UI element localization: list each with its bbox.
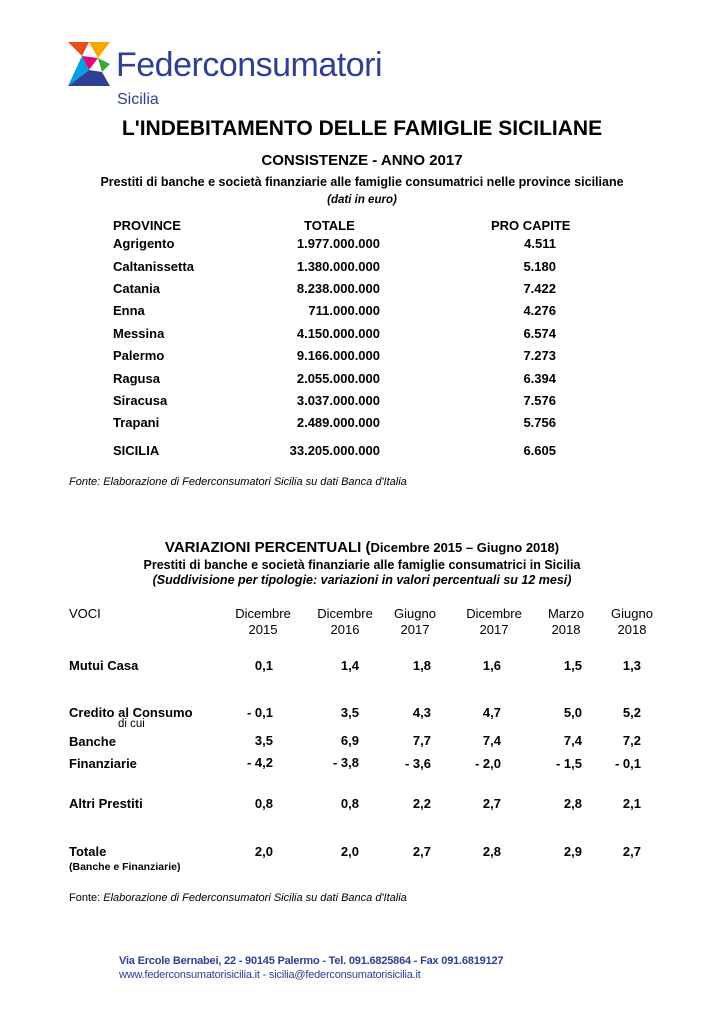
- province-pro-capite: 7.422: [523, 281, 556, 296]
- province-totale: 4.150.000.000: [296, 326, 380, 341]
- header-pro-capite: PRO CAPITE: [491, 218, 571, 233]
- voce-value: 2,0: [254, 844, 273, 859]
- voce-value: 1,4: [340, 658, 359, 673]
- header-province: PROVINCE: [113, 218, 181, 233]
- period-month: Giugno: [611, 606, 653, 621]
- voce-value: 6,9: [340, 733, 359, 748]
- voce-value: 2,2: [412, 796, 431, 811]
- di-cui-label: di cui: [118, 718, 145, 730]
- header-totale: TOTALE: [304, 218, 355, 233]
- period-month: Dicembre: [466, 606, 522, 621]
- province-pro-capite: 7.273: [523, 348, 556, 363]
- voce-value: 1,8: [412, 658, 431, 673]
- voce-value: 7,4: [482, 733, 501, 748]
- voce-value: 2,9: [563, 844, 582, 859]
- voce-label: Banche: [69, 734, 116, 749]
- voce-value: - 2,0: [474, 756, 501, 771]
- section2-title-period: Dicembre 2015 – Giugno 2018): [370, 540, 560, 555]
- voce-value: 1,6: [482, 658, 501, 673]
- footer-contacts: www.federconsumatorisicilia.it - sicilia@federconsumatorisicilia.it: [119, 969, 421, 981]
- section2-description: Prestiti di banche e società finanziarie alle famiglie consumatrici in Sicilia: [143, 558, 581, 572]
- voce-label: Altri Prestiti: [69, 796, 143, 811]
- province-name: Palermo: [113, 348, 165, 363]
- voce-value: 0,8: [254, 796, 273, 811]
- voce-value: 5,0: [563, 705, 582, 720]
- province-totale: 1.380.000.000: [296, 259, 380, 274]
- voce-value: - 3,8: [332, 755, 359, 770]
- section2-source: [69, 892, 407, 904]
- period-year: 2017: [479, 622, 509, 637]
- voce-value: - 0,1: [614, 756, 641, 771]
- province-totale: 2.055.000.000: [296, 371, 380, 386]
- voce-value: - 0,1: [246, 705, 273, 720]
- section2-title: [0, 539, 724, 556]
- region-total-name: SICILIA: [113, 443, 160, 458]
- province-name: Trapani: [113, 415, 160, 430]
- period-month: Dicembre: [235, 606, 291, 621]
- voce-label: Credito al Consumo: [69, 705, 193, 720]
- period-year: 2017: [400, 622, 430, 637]
- brand-subtitle: Sicilia: [117, 91, 159, 108]
- province-name: Siracusa: [113, 393, 168, 408]
- voce-value: 0,8: [340, 796, 359, 811]
- voci-header: VOCI: [69, 606, 101, 621]
- province-pro-capite: 5.180: [523, 259, 556, 274]
- voce-value: 2,0: [340, 844, 359, 859]
- voce-value: 2,8: [482, 844, 501, 859]
- voce-value: 2,1: [622, 796, 641, 811]
- province-name: Ragusa: [113, 371, 160, 386]
- voce-label: Totale: [69, 844, 107, 859]
- voce-value: 5,2: [622, 705, 641, 720]
- voce-value: - 3,6: [404, 756, 431, 771]
- region-total-pro-capite: 6.605: [523, 443, 556, 458]
- province-name: Agrigento: [113, 236, 175, 251]
- province-name: Caltanissetta: [113, 259, 194, 274]
- voce-value: 7,7: [412, 733, 431, 748]
- province-name: Enna: [113, 303, 145, 318]
- province-pro-capite: 5.756: [523, 415, 556, 430]
- province-totale: 3.037.000.000: [296, 393, 380, 408]
- period-year: 2018: [617, 622, 647, 637]
- voce-label: Mutui Casa: [69, 658, 139, 673]
- province-totale: 8.238.000.000: [296, 281, 380, 296]
- voce-value: 4,3: [412, 705, 431, 720]
- province-pro-capite: 4.276: [523, 303, 556, 318]
- voce-value: 7,4: [563, 733, 582, 748]
- period-header: [385, 606, 445, 638]
- voce-value: 2,8: [563, 796, 582, 811]
- section1-description: Prestiti di banche e società finanziarie alle famiglie consumatrici nelle province siciliane: [100, 175, 624, 189]
- voce-value: 0,1: [254, 658, 273, 673]
- voce-value: 1,3: [622, 658, 641, 673]
- province-name: Messina: [113, 326, 165, 341]
- province-totale: 2.489.000.000: [296, 415, 380, 430]
- voce-value: 2,7: [482, 796, 501, 811]
- period-header: [457, 606, 531, 638]
- federconsumatori-logo: [68, 42, 110, 86]
- voce-label: Finanziarie: [69, 756, 137, 771]
- voce-value: 1,5: [563, 658, 582, 673]
- province-totale: 711.000.000: [308, 303, 380, 318]
- period-year: 2018: [551, 622, 581, 637]
- voce-value: 2,7: [622, 844, 641, 859]
- voce-value: 3,5: [254, 733, 273, 748]
- totale-subtitle: (Banche e Finanziarie): [69, 861, 181, 873]
- voce-value: 7,2: [622, 733, 641, 748]
- period-month: Marzo: [547, 606, 585, 621]
- province-pro-capite: 4.511: [524, 236, 556, 251]
- section2-title-main: VARIAZIONI PERCENTUALI (: [164, 539, 371, 556]
- brand-name: Federconsumatori: [116, 46, 383, 84]
- footer-address: Via Ercole Bernabei, 22 - 90145 Palermo - Tel. 091.6825864 - Fax 091.6819127: [119, 955, 504, 967]
- page-title: L'INDEBITAMENTO DELLE FAMIGLIE SICILIANE: [121, 117, 603, 140]
- voce-value: 4,7: [482, 705, 501, 720]
- province-pro-capite: 6.394: [523, 371, 556, 386]
- section1-title: CONSISTENZE - ANNO 2017: [261, 152, 463, 169]
- voce-value: - 4,2: [246, 755, 273, 770]
- period-year: 2015: [248, 622, 278, 637]
- period-month: Giugno: [394, 606, 436, 621]
- province-name: Catania: [113, 281, 160, 296]
- province-pro-capite: 6.574: [523, 326, 556, 341]
- province-totale: 1.977.000.000: [296, 236, 380, 251]
- province-totale: 9.166.000.000: [296, 348, 380, 363]
- province-pro-capite: 7.576: [523, 393, 556, 408]
- period-header: [310, 606, 380, 638]
- section1-source: Fonte: Elaborazione di Federconsumatori Sicilia su dati Banca d'Italia: [69, 476, 407, 488]
- region-total-totale: 33.205.000.000: [289, 443, 380, 458]
- section1-unit: (dati in euro): [327, 194, 397, 206]
- period-header: [538, 606, 594, 638]
- source-prefix: Fonte:: [69, 892, 104, 904]
- section2-note: (Suddivisione per tipologie: variazioni in valori percentuali su 12 mesi): [152, 573, 572, 587]
- voce-value: - 1,5: [555, 756, 582, 771]
- period-year: 2016: [330, 622, 360, 637]
- period-month: Dicembre: [317, 606, 373, 621]
- source-text: Elaborazione di Federconsumatori Sicilia su dati Banca d'Italia: [103, 892, 407, 904]
- voce-value: 2,7: [412, 844, 431, 859]
- period-header: [228, 606, 298, 638]
- period-header: [602, 606, 662, 638]
- voce-value: 3,5: [340, 705, 359, 720]
